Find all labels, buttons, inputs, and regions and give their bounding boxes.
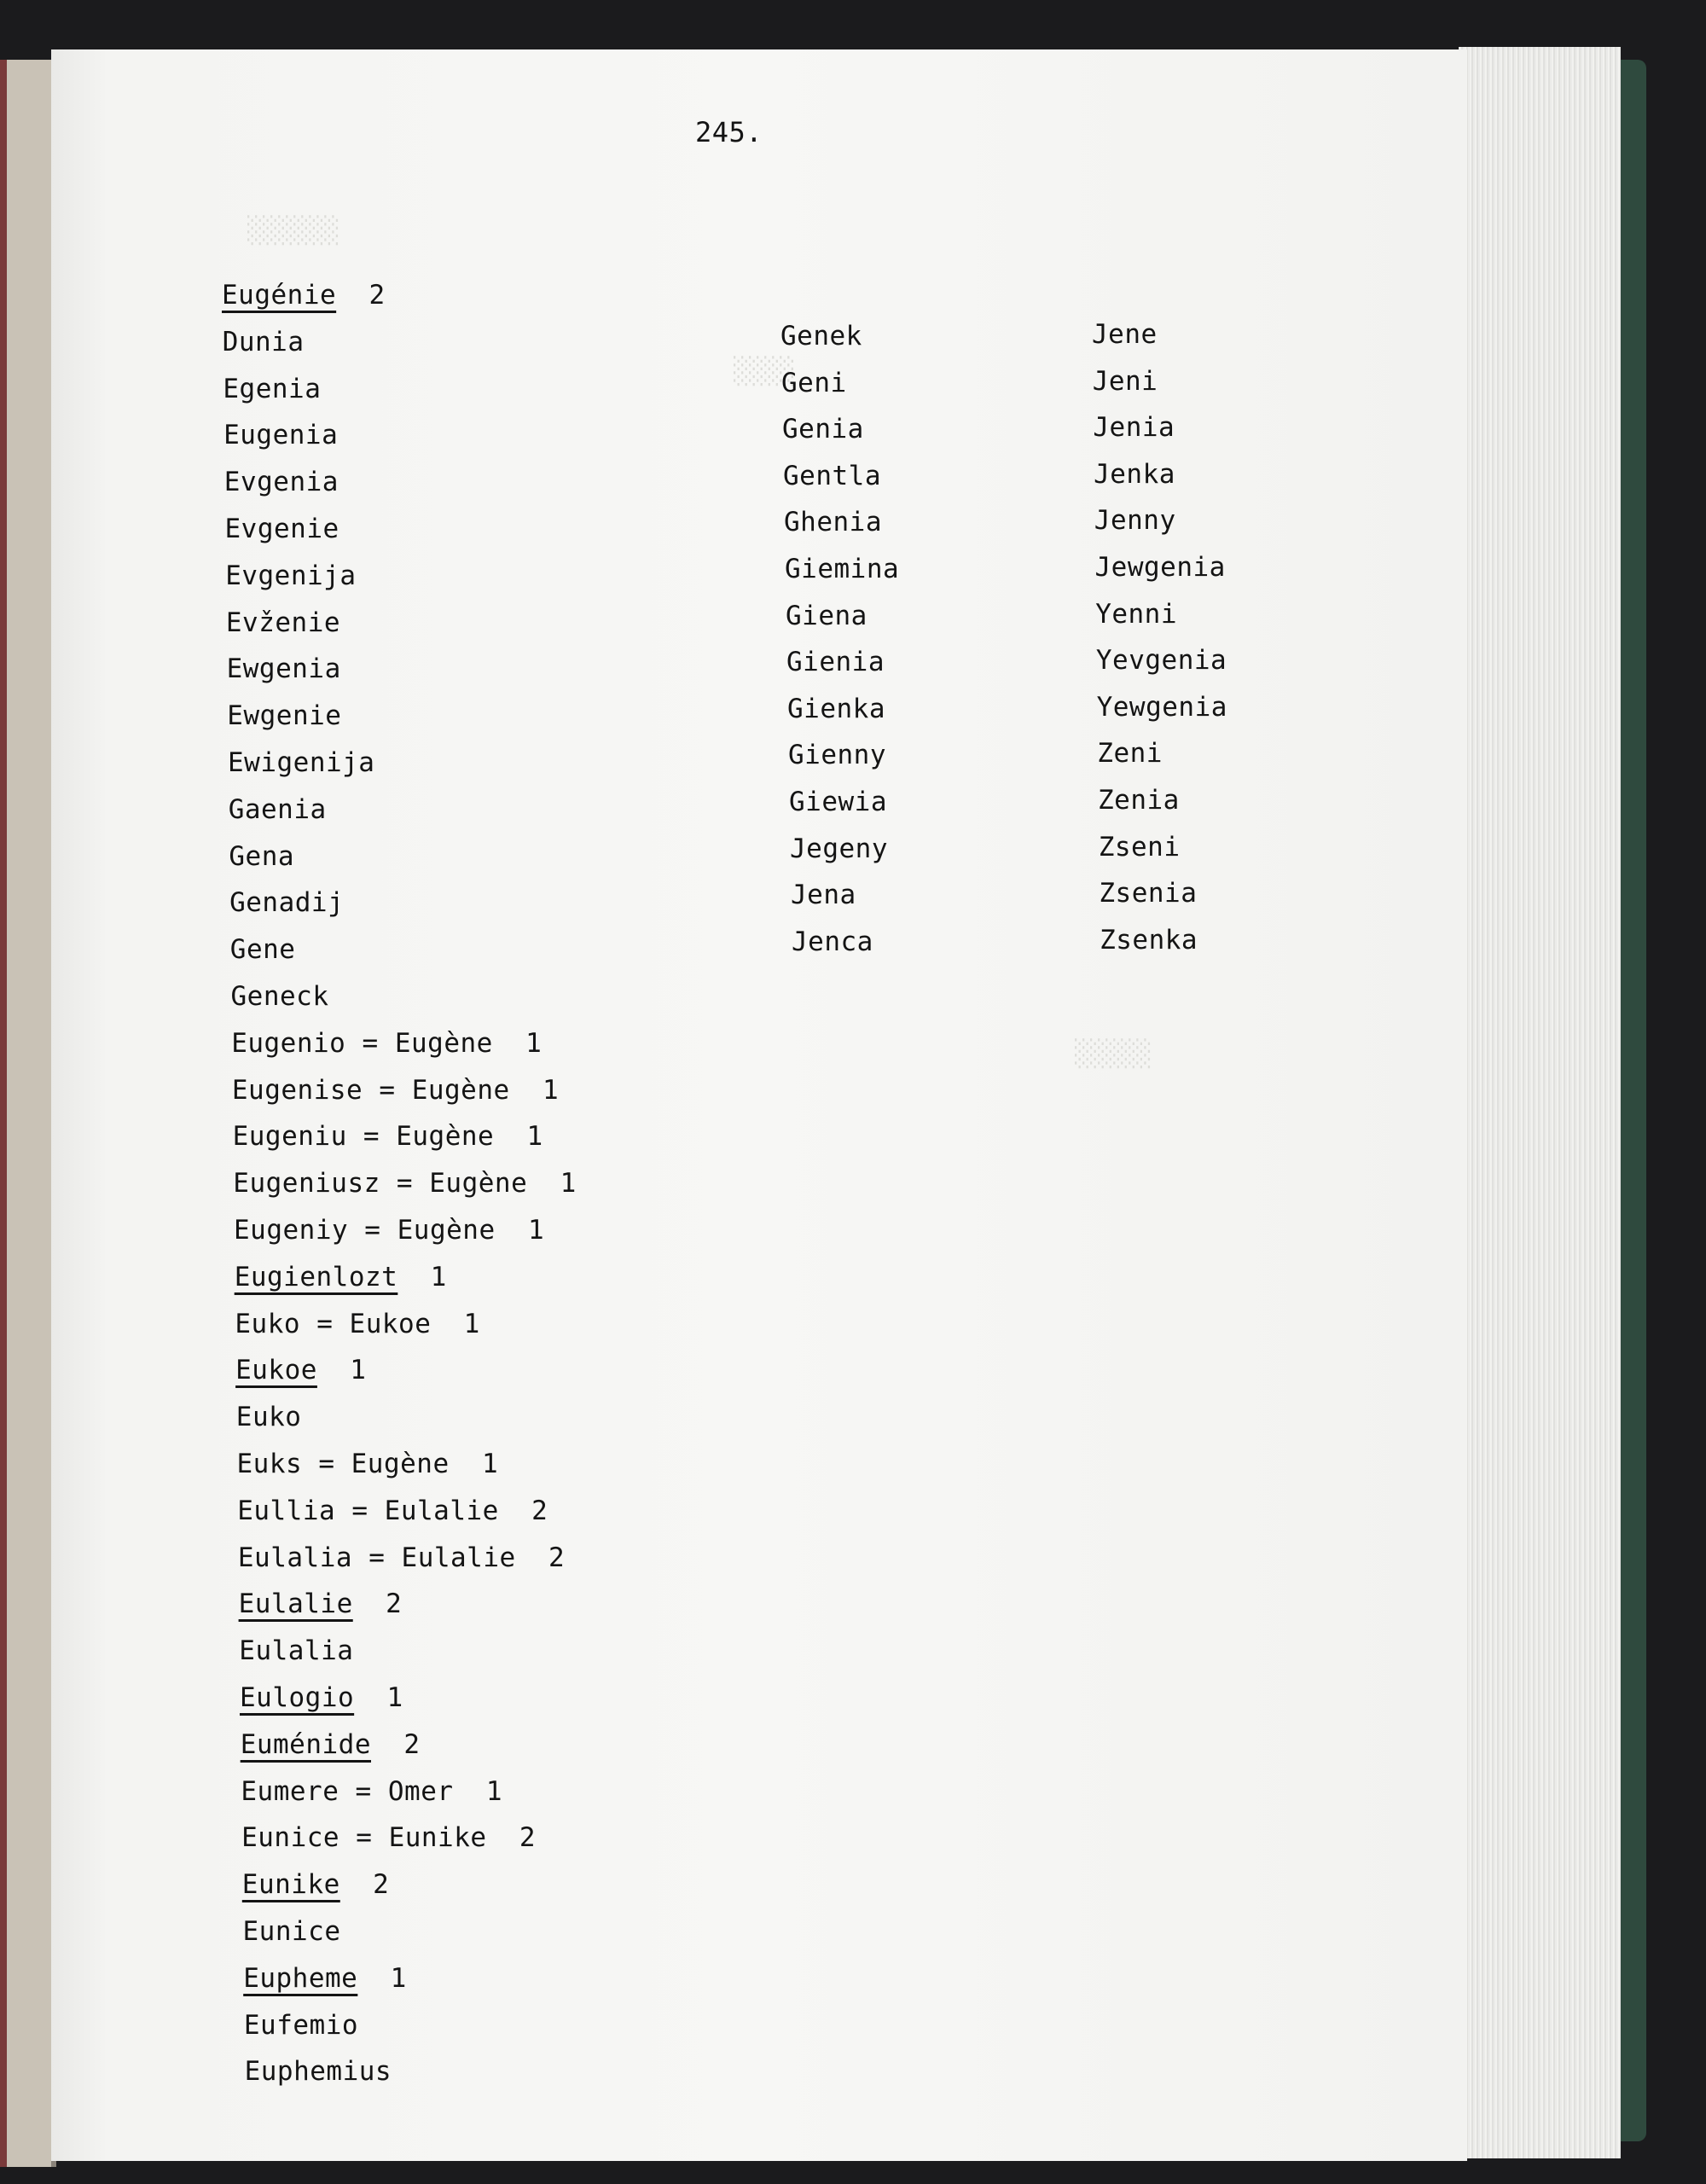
- variant-name: Gienka: [787, 693, 885, 724]
- variant-name: Yenni: [1095, 598, 1178, 630]
- variant-name: Gentla: [783, 460, 881, 491]
- variant-name: Zseni: [1098, 831, 1181, 863]
- variant-name: Jenia: [1093, 412, 1175, 444]
- entry-row: [234, 1215, 544, 1246]
- entry-name: Eugénie: [222, 280, 337, 311]
- entry-name: Euko: [235, 1402, 302, 1433]
- entry-name: Dunia: [222, 326, 305, 357]
- entry-row: [226, 607, 340, 638]
- entry-row: [232, 1075, 559, 1106]
- entry-name: Eugeniu = Eugène: [232, 1121, 495, 1153]
- entry-row: [238, 1542, 565, 1573]
- entry-row: [239, 1635, 353, 1666]
- entry-name: Eunice = Eunike: [241, 1822, 487, 1854]
- entry-row: [242, 1869, 389, 1900]
- entry-name: Eunice: [242, 1916, 341, 1947]
- variant-name: Jenka: [1094, 458, 1175, 490]
- bleed-through-shade: ░░░░░: [1075, 1039, 1152, 1069]
- page-stack-edges: [1459, 47, 1621, 2158]
- entry-count: 2: [336, 280, 386, 311]
- entry-count: 1: [397, 1261, 447, 1292]
- entry-count: 1: [431, 1308, 480, 1339]
- entry-name: Evgenija: [225, 560, 357, 591]
- entry-row: [222, 280, 386, 311]
- entry-row: [231, 1028, 542, 1059]
- variant-name: Giemina: [785, 554, 900, 584]
- entry-count: 1: [357, 1962, 407, 1994]
- entry-row: [241, 1776, 502, 1807]
- book-left-binding: [0, 60, 7, 2167]
- entry-count: 1: [449, 1449, 499, 1479]
- variant-name: Zsenia: [1099, 878, 1198, 909]
- entry-name: Eugenise = Eugène: [231, 1074, 510, 1106]
- entry-name: Euko = Eukoe: [235, 1308, 432, 1339]
- entry-row: [239, 1589, 403, 1619]
- variant-name: Genia: [782, 414, 864, 445]
- entry-count: 1: [527, 1168, 577, 1199]
- variant-name: Jegeny: [790, 833, 888, 864]
- entry-count: 1: [316, 1355, 367, 1386]
- entry-name: Gaenia: [228, 793, 327, 825]
- bleed-through-shade: ░░░░░░: [247, 216, 340, 246]
- entry-row: [230, 934, 296, 965]
- entry-name: Eugenia: [223, 420, 339, 451]
- entry-row: [244, 2010, 358, 2041]
- entry-row: [236, 1402, 302, 1432]
- entry-name: Euks = Eugène: [236, 1449, 450, 1479]
- entry-name: Geneck: [230, 981, 329, 1012]
- entry-row: [241, 1822, 536, 1853]
- variant-name: Jena: [791, 880, 856, 911]
- entry-name: Egenia: [223, 373, 322, 404]
- entry-count: 1: [509, 1074, 560, 1106]
- entry-name: Eunike: [241, 1869, 340, 1901]
- variant-name: Zsenka: [1100, 924, 1198, 956]
- entry-row: [227, 653, 341, 684]
- entry-name: Eugeniusz = Eugène: [233, 1168, 528, 1199]
- entry-name: Genadij: [229, 887, 345, 919]
- entry-name: Evgenie: [224, 514, 339, 544]
- entry-row: [237, 1449, 499, 1479]
- variant-name: Jene: [1092, 319, 1158, 350]
- variant-name: Giewia: [789, 787, 887, 817]
- variant-name: Gienny: [788, 740, 886, 771]
- entry-name: Eulalia: [239, 1635, 354, 1667]
- entry-row: [225, 514, 339, 544]
- entry-name: Eumere = Omer: [241, 1775, 454, 1807]
- entry-count: 1: [495, 1215, 545, 1246]
- book-left-edge: [0, 60, 56, 2167]
- variant-name: Yewgenia: [1096, 691, 1227, 723]
- entry-name: Eukoe: [235, 1355, 317, 1386]
- entry-count: 1: [354, 1682, 403, 1713]
- entry-row: [229, 887, 344, 918]
- entry-count: 2: [371, 1728, 421, 1760]
- entry-name: Gene: [229, 934, 296, 966]
- entry-row: [243, 1916, 341, 1947]
- bleed-through-shade: ░░░░: [734, 357, 796, 386]
- entry-name: Eulogio: [240, 1682, 355, 1713]
- entry-row: [237, 1496, 548, 1526]
- entry-name: Euphemius: [244, 2056, 392, 2088]
- entry-row: [233, 1121, 543, 1152]
- variant-name: Jewgenia: [1094, 552, 1226, 583]
- variant-name: Ghenia: [784, 507, 882, 538]
- entry-count: 1: [494, 1121, 543, 1153]
- entry-row: [235, 1262, 447, 1292]
- entry-name: Ewigenija: [228, 747, 375, 778]
- entry-name: Evženie: [225, 607, 341, 638]
- variant-name: Zenia: [1098, 785, 1180, 816]
- entry-row: [228, 747, 374, 778]
- entry-count: 2: [486, 1822, 537, 1854]
- variant-name: Gienia: [786, 647, 885, 678]
- entry-row: [227, 700, 341, 731]
- entry-row: [225, 561, 356, 591]
- entry-name: Gena: [229, 840, 295, 872]
- entry-row: [240, 1682, 403, 1713]
- entry-row: [245, 2056, 392, 2087]
- entry-row: [235, 1309, 479, 1339]
- entry-row: [241, 1729, 421, 1760]
- variant-name: Yevgenia: [1095, 645, 1227, 677]
- entry-name: Eullia = Eulalie: [237, 1495, 499, 1526]
- entry-count: 1: [453, 1775, 503, 1807]
- entry-row: [229, 841, 294, 872]
- entry-count: 2: [352, 1589, 403, 1620]
- entry-name: Eufemio: [243, 2009, 359, 2041]
- entry-name: Ewgenia: [226, 653, 341, 685]
- entry-name: Eupheme: [243, 1962, 358, 1994]
- entry-row: [243, 1963, 407, 1994]
- entry-row: [223, 374, 321, 404]
- variant-name: Giena: [786, 600, 868, 631]
- entry-row: [233, 1168, 576, 1199]
- page-number: 245.: [695, 116, 763, 148]
- variant-name: Zeni: [1097, 738, 1163, 770]
- entry-name: Eugenio = Eugène: [231, 1027, 493, 1059]
- entry-name: Evgenia: [223, 467, 339, 498]
- entry-name: Ewgenie: [227, 700, 342, 732]
- entry-row: [229, 794, 327, 825]
- variant-name: Geni: [781, 367, 847, 398]
- entry-row: [231, 981, 329, 1012]
- entry-name: Eulalie: [238, 1589, 353, 1620]
- entry-name: Eugeniy = Eugène: [234, 1215, 496, 1246]
- entry-count: 2: [515, 1542, 566, 1573]
- variant-name: Genek: [780, 321, 862, 351]
- variant-name: Jenca: [792, 926, 873, 957]
- variant-name: Jenny: [1094, 505, 1176, 537]
- entry-row: [235, 1355, 366, 1385]
- entry-row: [224, 467, 339, 497]
- variant-name: Jeni: [1092, 365, 1158, 397]
- entry-count: 2: [498, 1495, 548, 1526]
- entry-count: 1: [492, 1027, 543, 1059]
- entry-row: [223, 420, 338, 450]
- entry-name: Euménide: [240, 1728, 371, 1760]
- entry-name: Eugienlozt: [234, 1261, 398, 1292]
- book-page: [51, 49, 1467, 2161]
- entry-name: Eulalia = Eulalie: [237, 1542, 516, 1573]
- entry-count: 2: [339, 1869, 390, 1901]
- entry-row: [223, 327, 305, 357]
